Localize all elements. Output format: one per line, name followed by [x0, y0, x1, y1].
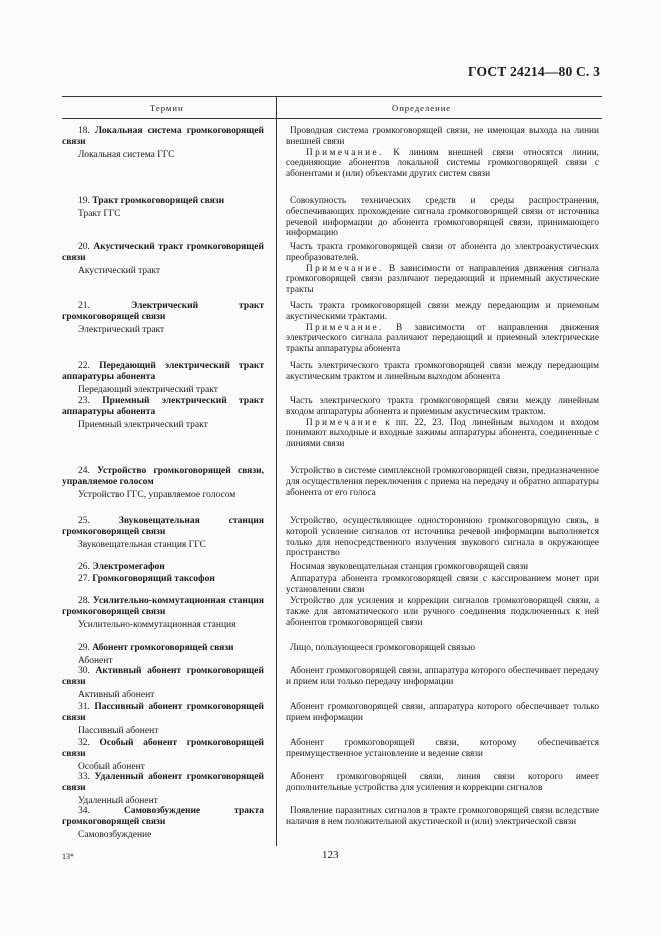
term-cell: [62, 562, 264, 573]
term-synonym: Усилительно-коммутационная станция: [78, 619, 236, 630]
note-text: К линиям внешней связи относятся линии, соединяющие абонентов локальной системы громкоговорящей связи с абонентами и (или) объектами других систем связи: [286, 147, 599, 180]
definition-cell: [286, 702, 599, 724]
term-synonym: Устройство ГГС, управляемое голосом: [78, 489, 236, 500]
term-title: Звуковещательная станция громкоговорящей связи: [62, 516, 264, 537]
table-column-divider: [276, 96, 277, 846]
term-title: Акустический тракт громкоговорящей связи: [62, 242, 264, 263]
term-synonym: Тракт ГГС: [78, 208, 121, 219]
note-label: Примечание.: [306, 322, 384, 333]
term-title: Тракт громкоговорящей связи: [92, 196, 225, 206]
note-text: к пп. 22, 23. Под линейным выходом и входом понимают выходные и входные зажимы аппаратуры абонента, соединенные с линиями связи: [286, 417, 599, 450]
definition-cell: [286, 126, 599, 180]
definition-text: Совокупность технических средств и среды распространения, обеспечивающих прохождение сигнала громкоговорящей связи от источника речевой информации до абонента громкоговорящей связи, принимающего информацию: [286, 196, 599, 239]
definition-text: Устройство, осуществляющее одностороннюю громкоговорящую связь, в которой усиление сигналов от источника речевой информации выполняется только для непосредственного излучения звукового сигнала в окружающее пространство: [286, 516, 599, 559]
term-number: 22.: [78, 361, 90, 371]
term-number: 18.: [78, 126, 90, 136]
term-cell: [62, 396, 264, 430]
definition-cell: [286, 242, 599, 296]
term-number: 20.: [78, 242, 90, 252]
definition-text: Абонент громкоговорящей связи, аппаратура которого обеспечивает только прием информации: [286, 702, 599, 723]
definition-text: Появление паразитных сигналов в тракте громкоговорящей связи вследствие наличия в нем положительной акустической и (или) электрической связи: [286, 806, 599, 827]
term-number: 24.: [78, 466, 90, 476]
term-number: 25.: [78, 516, 90, 526]
definition-cell: [286, 806, 599, 828]
term-synonym: Самовозбуждение: [78, 829, 152, 840]
term-number: 30.: [78, 666, 90, 676]
definition-cell: [286, 516, 599, 559]
term-title: Локальная система громкоговорящей связи: [62, 126, 264, 147]
definition-note: [286, 148, 599, 180]
note-label: Примечание.: [306, 147, 384, 158]
term-synonym: Звуковещательная станция ГГС: [78, 539, 206, 550]
term-title: Самовозбуждение тракта громкоговорящей связи: [62, 806, 265, 827]
term-cell: [62, 126, 264, 160]
term-title: Приемный электрический тракт аппаратуры абонента: [62, 396, 265, 417]
definition-cell: [286, 361, 599, 383]
term-cell: [62, 643, 264, 667]
definition-text: Абонент громкоговорящей связи, которому обеспечивается преимущественное установление и ведение связи: [286, 738, 599, 759]
document-header: ГОСТ 24214—80 С. 3: [468, 64, 601, 79]
term-title: Электромегафон: [92, 562, 165, 572]
definition-note: [286, 418, 599, 450]
sheet-signature-mark: 13*: [62, 852, 74, 861]
definition-text: Лицо, пользующееся громкоговорящей связью: [290, 643, 476, 653]
term-title: Пассивный абонент громкоговорящей связи: [62, 702, 264, 723]
term-title: Передающий электрический тракт аппаратуры абонента: [62, 361, 265, 382]
note-label: Примечание.: [306, 263, 384, 274]
definition-cell: [286, 466, 599, 498]
definition-cell: [286, 738, 599, 760]
definition-cell: [286, 772, 599, 794]
term-cell: [62, 361, 264, 395]
term-synonym: Передающий электрический тракт: [78, 384, 218, 395]
term-synonym: Удаленный абонент: [78, 795, 158, 806]
definition-cell: [286, 666, 599, 688]
term-title: Особый абонент громкоговорящей связи: [62, 738, 265, 759]
term-number: 27.: [78, 574, 90, 584]
definition-note: [286, 264, 599, 296]
term-number: 31.: [78, 702, 90, 712]
term-cell: [62, 596, 264, 630]
term-cell: [62, 196, 264, 220]
term-synonym: Приемный электрический тракт: [78, 419, 208, 430]
definition-cell: [286, 196, 599, 239]
term-number: 28.: [78, 596, 90, 606]
term-title: Усилительно-коммутационная станция громкоговорящей связи: [62, 596, 264, 617]
term-number: 34.: [78, 806, 90, 816]
column-header-term: Термин: [150, 103, 184, 113]
term-cell: [62, 301, 264, 335]
term-synonym: Акустический тракт: [78, 265, 161, 276]
term-number: 33.: [78, 772, 90, 782]
term-number: 23.: [78, 396, 90, 406]
term-cell: [62, 772, 264, 806]
definition-cell: [286, 574, 599, 596]
term-synonym: Пассивный абонент: [78, 725, 159, 736]
definition-text: Абонент громкоговорящей связи, линия связи которого имеет дополнительные устройства для усиления и коррекции сигналов: [286, 772, 599, 793]
definition-cell: [286, 643, 599, 654]
definition-note: [286, 323, 599, 355]
definition-cell: [286, 301, 599, 355]
column-header-definition: Определение: [392, 103, 452, 113]
term-cell: [62, 242, 264, 276]
page-number: 123: [322, 849, 339, 861]
definition-text: Часть электрического тракта громкоговорящей связи между передающим акустическим трактом и линейным выходом абонента: [286, 361, 599, 382]
definition-text: Часть тракта громкоговорящей связи между передающим и приемным акустическими трактами.: [286, 301, 599, 322]
definition-text: Часть тракта громкоговорящей связи от абонента до электроакустических преобразователей.: [286, 242, 599, 263]
definition-text: Абонент громкоговорящей связи, аппаратура которого обеспечивает передачу и прием или только передачу информации: [286, 666, 599, 687]
term-number: 29.: [78, 643, 90, 653]
term-title: Электрический тракт громкоговорящей связи: [62, 301, 264, 322]
note-text: В зависимости от направления движения сигнала громкоговорящей связи различают передающий и приемный акустические тракты: [286, 263, 599, 296]
term-synonym: Абонент: [78, 655, 113, 666]
term-title: Активный абонент громкоговорящей связи: [62, 666, 264, 687]
term-cell: [62, 738, 264, 772]
term-title: Устройство громкоговорящей связи, управляемое голосом: [62, 466, 264, 487]
table-top-rule: [62, 96, 602, 97]
term-number: 26.: [78, 562, 90, 572]
definition-cell: [286, 396, 599, 450]
term-cell: [62, 702, 264, 736]
definition-text: Проводная система громкоговорящей связи, не имеющая выхода на линии внешней связи: [286, 126, 599, 147]
note-label: Примечание: [306, 417, 379, 428]
term-cell: [62, 466, 264, 500]
definition-text: Аппаратура абонента громкоговорящей связи с кассированием монет при установлении связи: [286, 574, 599, 595]
definition-cell: [286, 562, 599, 573]
term-synonym: Активный абонент: [78, 689, 155, 700]
definition-text: Устройство в системе симплексной громкоговорящей связи, предназначенное для осуществления переключения с приема на передачу и обратно аппаратуры абонента от его голоса: [286, 466, 599, 498]
note-text: В зависимости от направления движения электрического сигнала различают передающий и приемный электрические тракты аппаратуры абонента: [286, 322, 599, 355]
term-cell: [62, 806, 264, 840]
term-cell: [62, 666, 264, 700]
term-title: Громкоговорящий таксофон: [92, 574, 215, 584]
term-number: 21.: [78, 301, 90, 311]
term-synonym: Электрический тракт: [78, 324, 165, 335]
term-title: Абонент громкоговорящей связи: [92, 643, 234, 653]
term-title: Удаленный абонент громкоговорящей связи: [62, 772, 265, 793]
table-head-bottom-rule: [62, 118, 602, 119]
term-number: 32.: [78, 738, 90, 748]
definition-cell: [286, 596, 599, 628]
term-synonym: Локальная система ГГС: [78, 149, 175, 160]
definition-text: Часть электрического тракта громкоговорящей связи между линейным входом аппаратуры абонента и приемным акустическим трактом.: [286, 396, 599, 417]
term-synonym: Особый абонент: [78, 761, 145, 772]
term-cell: [62, 516, 264, 550]
term-number: 19.: [78, 196, 90, 206]
definition-text: Устройство для усиления и коррекции сигналов громкоговорящей связи, а также для автоматического или ручного соединения подключенных к ней абонентов громкоговорящей связи: [286, 596, 599, 628]
term-cell: [62, 574, 264, 585]
definition-text: Носимая звуковещательная станция громкоговорящей связи: [290, 562, 529, 572]
